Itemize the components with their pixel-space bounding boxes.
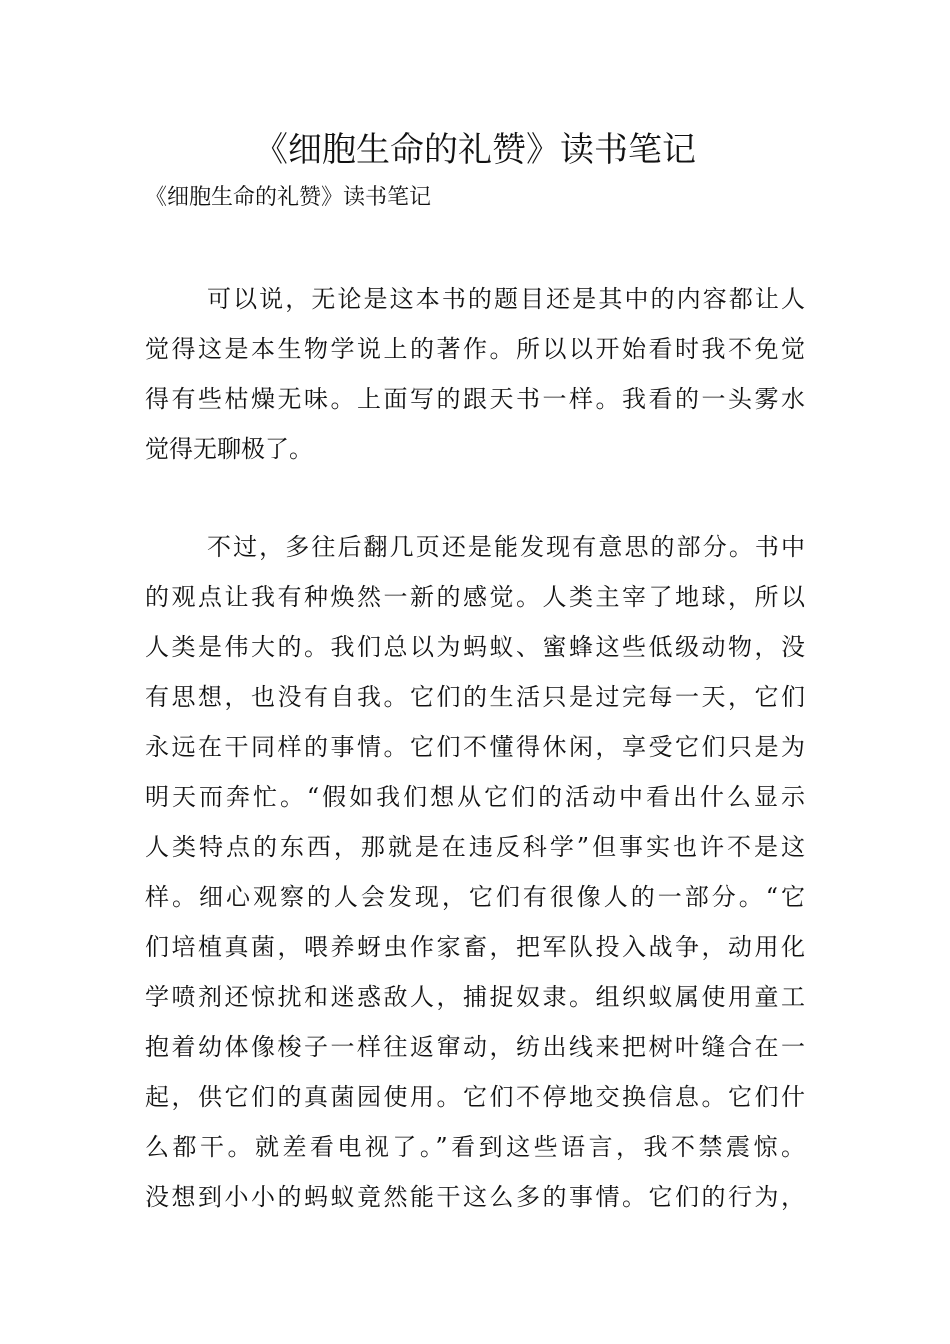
paragraph-2: [145, 522, 805, 1222]
paragraph-line: 么都干。就差看电视了。”看到这些语言，我不禁震惊。: [145, 1133, 805, 1161]
paragraph-line: 可以说，无论是这本书的题目还是其中的内容都让人: [207, 285, 805, 313]
paragraph-line: 明天而奔忙。“假如我们想从它们的活动中看出什么显示: [145, 783, 805, 811]
paragraph-line: 学喷剂还惊扰和迷惑敌人，捕捉奴隶。组织蚁属使用童工: [145, 983, 805, 1011]
page-title: 《细胞生命的礼赞》读书笔记: [254, 130, 696, 170]
paragraph-line: 样。细心观察的人会发现，它们有很像人的一部分。“它: [145, 883, 805, 911]
paragraph-line: 得有些枯燥无味。上面写的跟天书一样。我看的一头雾水: [145, 385, 805, 413]
paragraph-line: 不过，多往后翻几页还是能发现有意思的部分。书中: [207, 533, 805, 561]
paragraph-1: [145, 274, 805, 474]
paragraph-line: 觉得无聊极了。: [145, 435, 313, 463]
paragraph-line: 觉得这是本生物学说上的著作。所以以开始看时我不免觉: [145, 335, 805, 363]
paragraph-line: 有思想，也没有自我。它们的生活只是过完每一天，它们: [145, 683, 805, 711]
paragraph-line: 们培植真菌，喂养蚜虫作家畜，把军队投入战争，动用化: [145, 933, 805, 961]
paragraph-line: 抱着幼体像梭子一样往返窜动，纺出线来把树叶缝合在一: [145, 1033, 805, 1061]
paragraph-line: 的观点让我有种焕然一新的感觉。人类主宰了地球，所以: [145, 583, 805, 611]
paragraph-line: 人类特点的东西，那就是在违反科学”但事实也许不是这: [145, 833, 805, 861]
paragraph-line: 人类是伟大的。我们总以为蚂蚁、蜜蜂这些低级动物，没: [145, 633, 805, 661]
paragraph-line: 起，供它们的真菌园使用。它们不停地交换信息。它们什: [145, 1083, 805, 1111]
document-subtitle: 《细胞生命的礼赞》读书笔记: [145, 185, 432, 210]
paragraph-line: 永远在干同样的事情。它们不懂得休闲，享受它们只是为: [145, 733, 805, 761]
paragraph-line: 没想到小小的蚂蚁竟然能干这么多的事情。它们的行为，: [145, 1183, 805, 1211]
